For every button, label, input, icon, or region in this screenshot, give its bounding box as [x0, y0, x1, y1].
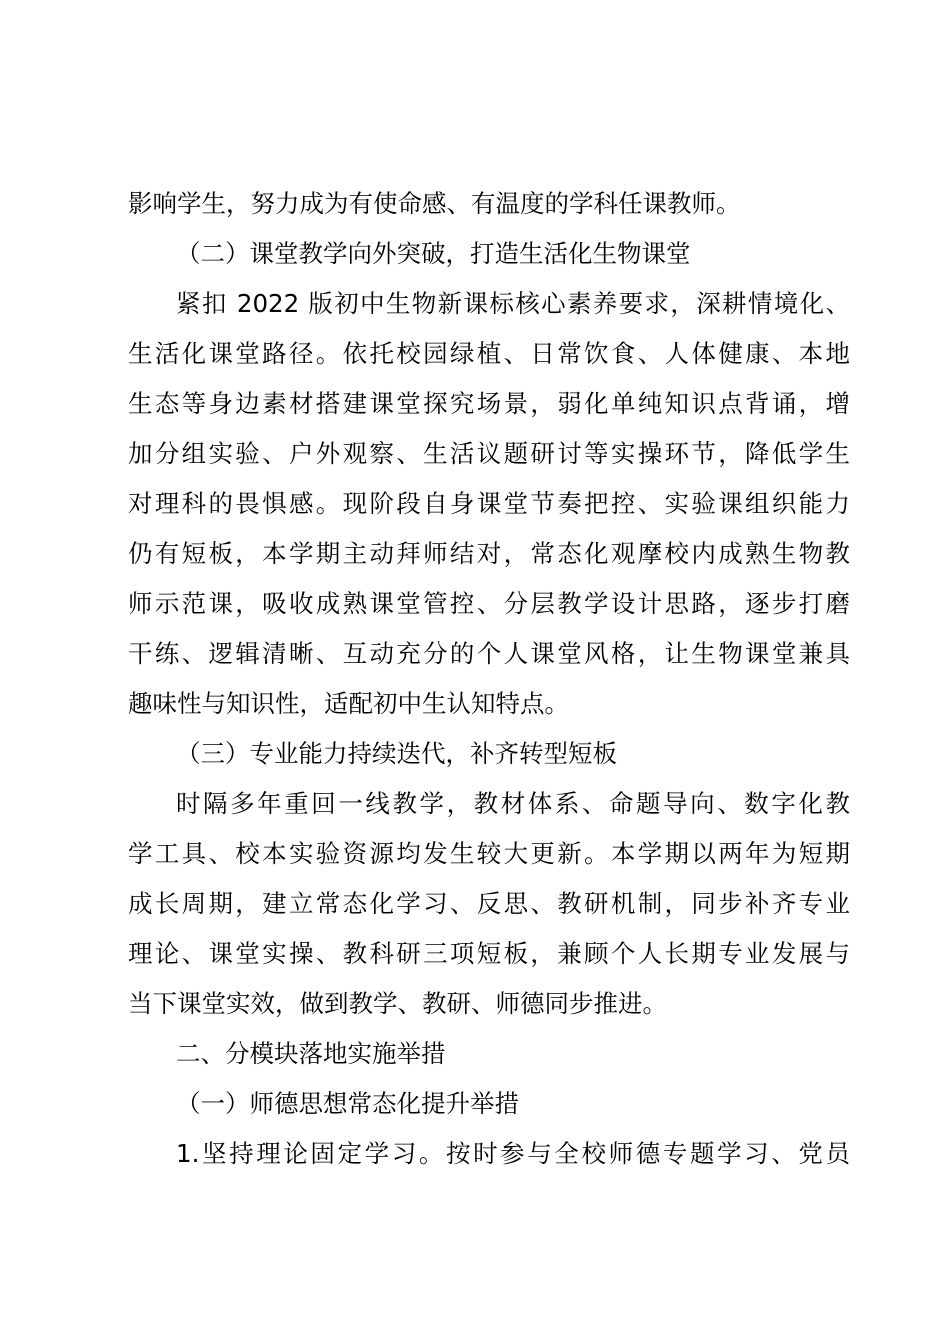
paragraph-line: 紧扣 2022 版初中生物新课标核心素养要求，深耕情境化、	[176, 289, 850, 318]
paragraph-line: 生活化课堂路径。依托校园绿植、日常饮食、人体健康、本地	[128, 339, 850, 368]
paragraph-line: 时隔多年重回一线教学，教材体系、命题导向、数字化教	[176, 789, 850, 818]
section-heading: （三）专业能力持续迭代，补齐转型短板	[176, 739, 617, 768]
paragraph-line: 学工具、校本实验资源均发生较大更新。本学期以两年为短期	[128, 839, 850, 868]
paragraph-line: 仍有短板，本学期主动拜师结对，常态化观摩校内成熟生物教	[128, 539, 850, 568]
paragraph-line: 加分组实验、户外观察、生活议题研讨等实操环节，降低学生	[128, 439, 850, 468]
section-heading: （一）师德思想常态化提升举措	[176, 1089, 519, 1118]
paragraph-line: 成长周期，建立常态化学习、反思、教研机制，同步补齐专业	[128, 889, 850, 918]
paragraph-line: 对理科的畏惧感。现阶段自身课堂节奏把控、实验课组织能力	[128, 489, 850, 518]
paragraph-line: 趣味性与知识性，适配初中生认知特点。	[128, 689, 569, 718]
chapter-heading: 二、分模块落地实施举措	[176, 1039, 446, 1068]
paragraph-line: 影响学生，努力成为有使命感、有温度的学科任课教师。	[128, 189, 741, 218]
paragraph-line: 1.坚持理论固定学习。按时参与全校师德专题学习、党员	[176, 1139, 850, 1168]
paragraph-line: 干练、逻辑清晰、互动充分的个人课堂风格，让生物课堂兼具	[128, 639, 850, 668]
section-heading: （二）课堂教学向外突破，打造生活化生物课堂	[176, 239, 691, 268]
paragraph-line: 师示范课，吸收成熟课堂管控、分层教学设计思路，逐步打磨	[128, 589, 850, 618]
paragraph-line: 当下课堂实效，做到教学、教研、师德同步推进。	[128, 989, 667, 1018]
paragraph-line: 理论、课堂实操、教科研三项短板，兼顾个人长期专业发展与	[128, 939, 850, 968]
paragraph-line: 生态等身边素材搭建课堂探究场景，弱化单纯知识点背诵，增	[128, 389, 850, 418]
